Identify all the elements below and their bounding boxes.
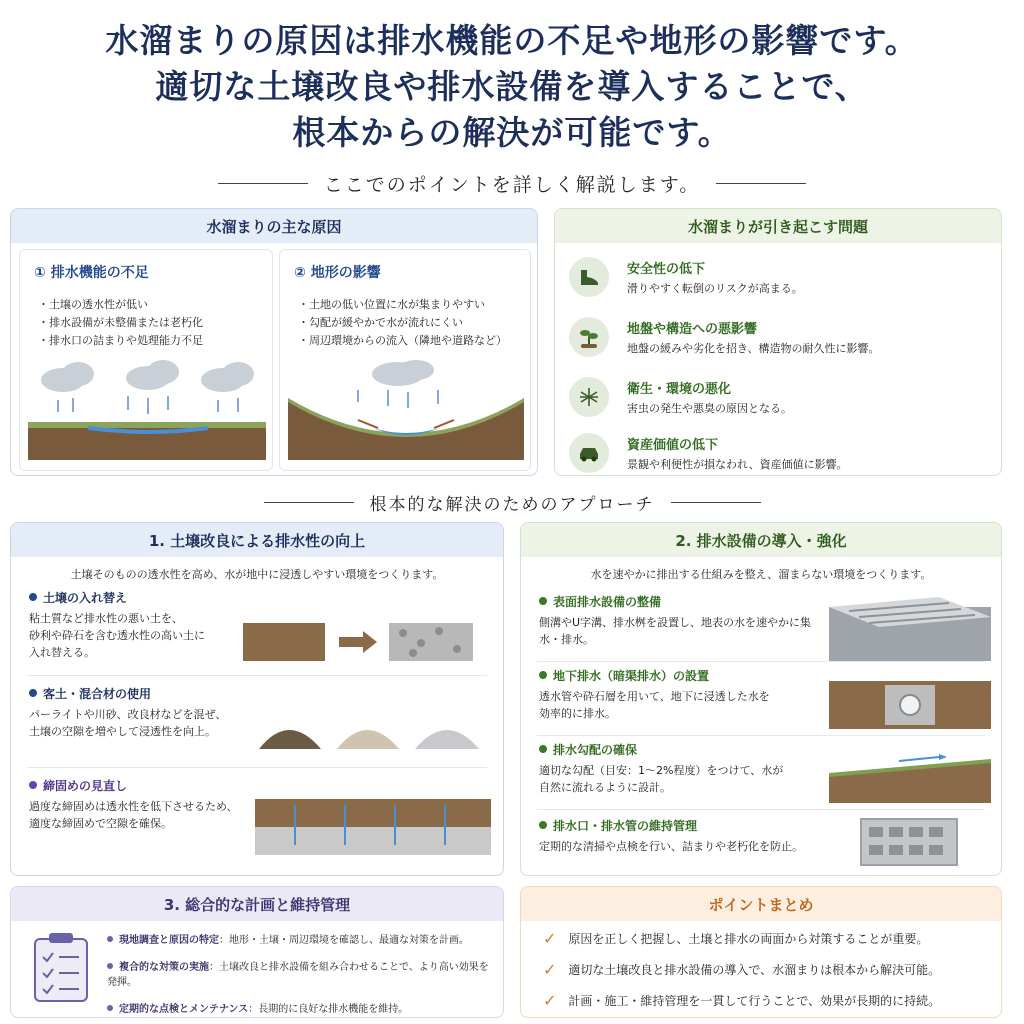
cause-card-title: ② 地形の影響 bbox=[294, 265, 381, 281]
problem-title: 資産価値の低下 bbox=[627, 438, 719, 453]
plan-row bbox=[107, 958, 495, 988]
divider-line bbox=[671, 502, 761, 503]
drain-item-title: 地下排水（暗渠排水）の設置 bbox=[553, 669, 710, 683]
drain-item-title: 排水口・排水管の維持管理 bbox=[553, 819, 698, 833]
drain-item-title: 排水勾配の確保 bbox=[553, 743, 638, 757]
shoe-icon bbox=[569, 257, 609, 297]
cause-card-drainage bbox=[19, 249, 273, 471]
causes-panel bbox=[10, 208, 538, 476]
soil-improvement-panel bbox=[10, 522, 504, 876]
cause-item: ・土壌の透水性が低い bbox=[38, 298, 148, 311]
cause-card-terrain bbox=[279, 249, 531, 471]
drain-item-underground bbox=[539, 667, 821, 722]
check-icon: ✓ bbox=[543, 991, 557, 1010]
problem-title: 安全性の低下 bbox=[627, 262, 706, 277]
drain-item-desc: 水・排水。 bbox=[539, 633, 594, 646]
mosquito-icon bbox=[569, 377, 609, 417]
drain-item-desc: 自然に流れるように設計。 bbox=[539, 781, 671, 794]
separator bbox=[27, 675, 487, 676]
problem-desc: 害虫の発生や悪臭の原因となる。 bbox=[627, 402, 792, 415]
slope-illustration bbox=[829, 753, 991, 803]
summary-item bbox=[543, 929, 993, 948]
problem-desc: 景観や利便性が損なわれ、資産価値に影響。 bbox=[627, 458, 848, 471]
summary-text: 適切な土壌改良と排水設備の導入で、水溜まりは根本から解決可能。 bbox=[568, 963, 941, 977]
separator bbox=[27, 767, 487, 768]
problems-panel bbox=[554, 208, 1002, 476]
plan-row-text: ：土壌改良と排水設備を組み合わせることで、より高い効果を発揮。 bbox=[107, 962, 489, 988]
drain-item-desc: 定期的な清掃や点検を行い、詰まりや老朽化を防止。 bbox=[539, 840, 803, 853]
bullet-icon bbox=[539, 821, 547, 829]
problem-item-safety bbox=[569, 249, 991, 305]
divider-line bbox=[264, 502, 354, 503]
plan-list bbox=[107, 931, 495, 1018]
bullet-icon bbox=[107, 936, 113, 942]
cause-item: ・排水設備が未整備または老朽化 bbox=[38, 316, 203, 329]
cause-item: ・土地の低い位置に水が集まりやすい bbox=[298, 298, 485, 311]
bullet-icon bbox=[539, 745, 547, 753]
separator bbox=[537, 809, 985, 810]
summary-panel bbox=[520, 886, 1002, 1018]
soil-item-desc: 土壌の空隙を増やして浸透性を向上。 bbox=[29, 725, 216, 738]
soil-amendments-illustration bbox=[255, 711, 485, 751]
bullet-icon bbox=[107, 963, 113, 969]
plan-row-label: 現地調査と原因の特定 bbox=[119, 935, 219, 946]
sprout-icon bbox=[569, 317, 609, 357]
subheadline bbox=[0, 170, 1024, 197]
rain-on-sloped-ground-illustration bbox=[288, 360, 524, 460]
summary-item bbox=[543, 991, 993, 1010]
summary-item bbox=[543, 960, 993, 979]
plan-panel bbox=[10, 886, 504, 1018]
summary-text: 原因を正しく把握し、土壌と排水の両面から対策することが重要。 bbox=[568, 932, 929, 946]
divider-line bbox=[218, 183, 308, 184]
compaction-illustration bbox=[255, 799, 491, 855]
summary-list bbox=[543, 929, 993, 1018]
bullet-icon bbox=[29, 593, 37, 601]
rain-on-flat-ground-illustration bbox=[28, 360, 266, 460]
problem-title: 地盤や構造への悪影響 bbox=[627, 322, 758, 337]
plan-title: 3. 総合的な計画と維持管理 bbox=[11, 887, 503, 921]
drain-item-desc: 効率的に排水。 bbox=[539, 707, 616, 720]
approach-heading bbox=[0, 490, 1024, 515]
drain-item-title: 表面排水設備の整備 bbox=[553, 595, 662, 609]
plan-row-label: 複合的な対策の実施 bbox=[119, 962, 209, 973]
drain-item-slope bbox=[539, 741, 821, 796]
soil-item-desc: 適度な締固めで空隙を確保。 bbox=[29, 817, 172, 830]
problem-item-hygiene bbox=[569, 369, 991, 425]
drain-item-desc: 側溝やU字溝、排水桝を設置し、地表の水を速やかに集 bbox=[539, 616, 812, 629]
cause-item: ・周辺環境からの流入（隣地や道路など） bbox=[298, 334, 507, 347]
problem-item-ground bbox=[569, 309, 991, 365]
clipboard-checklist-icon bbox=[31, 931, 91, 1003]
check-icon: ✓ bbox=[543, 960, 557, 979]
problem-desc: 地盤の緩みや劣化を招き、構造物の耐久性に影響。 bbox=[627, 342, 880, 355]
bullet-icon bbox=[29, 689, 37, 697]
cause-card-title: ① 排水機能の不足 bbox=[34, 265, 149, 281]
summary-title: ポイントまとめ bbox=[521, 887, 1001, 921]
soil-item-desc: 砂利や砕石を含む透水性の高い土に bbox=[29, 629, 205, 642]
bullet-icon bbox=[107, 1005, 113, 1011]
approach-title: 根本的な解決のためのアプローチ bbox=[369, 495, 655, 515]
headline-line-3: 根本からの解決が可能です。 bbox=[292, 113, 732, 152]
soil-item-title: 締固めの見直し bbox=[43, 779, 128, 793]
problem-item-asset bbox=[569, 425, 991, 476]
causes-title: 水溜まりの主な原因 bbox=[11, 209, 537, 243]
check-icon: ✓ bbox=[543, 929, 557, 948]
soil-title: 1. 土壌改良による排水性の向上 bbox=[11, 523, 503, 557]
soil-item-desc: 粘土質など排水性の悪い土を、 bbox=[29, 612, 183, 625]
underdrain-illustration bbox=[829, 681, 991, 729]
soil-item-title: 客土・混合材の使用 bbox=[43, 687, 152, 701]
headline-line-1: 水溜まりの原因は排水機能の不足や地形の影響です。 bbox=[105, 21, 919, 60]
drain-intro: 水を速やかに排出する仕組みを整え、溜まらない環境をつくります。 bbox=[590, 568, 932, 581]
drain-item-desc: 透水管や砕石層を用いて、地下に浸透した水を bbox=[539, 690, 770, 703]
bullet-icon bbox=[29, 781, 37, 789]
plan-row-text: ：長期的に良好な排水機能を維持。 bbox=[248, 1004, 409, 1015]
cause-item: ・勾配が緩やかで水が流れにくい bbox=[298, 316, 463, 329]
plan-row-label: 定期的な点検とメンテナンス bbox=[119, 1004, 249, 1015]
headline bbox=[0, 18, 1024, 156]
drain-item-desc: 適切な勾配（目安：1〜2%程度）をつけて、水が bbox=[539, 764, 784, 777]
drain-item-maintenance bbox=[539, 817, 821, 855]
separator bbox=[537, 661, 985, 662]
soil-item-title: 土壌の入れ替え bbox=[43, 591, 128, 605]
separator bbox=[537, 735, 985, 736]
soil-item-desc: 入れ替える。 bbox=[29, 646, 95, 659]
bullet-icon bbox=[539, 597, 547, 605]
car-icon bbox=[569, 433, 609, 473]
drain-item-surface bbox=[539, 593, 821, 648]
divider-line bbox=[716, 183, 806, 184]
cause-item: ・排水口の詰まりや処理能力不足 bbox=[38, 334, 203, 347]
problems-title: 水溜まりが引き起こす問題 bbox=[555, 209, 1001, 243]
headline-line-2: 適切な土壌改良や排水設備を導入することで、 bbox=[155, 67, 869, 106]
bullet-icon bbox=[539, 671, 547, 679]
soil-item-desc: 過度な締固めは透水性を低下させるため、 bbox=[29, 800, 238, 813]
subheadline-text: ここでのポイントを詳しく解説します。 bbox=[323, 174, 701, 196]
drain-grate-illustration bbox=[859, 817, 959, 867]
soil-replacement-illustration bbox=[243, 619, 475, 665]
drain-title: 2. 排水設備の導入・強化 bbox=[521, 523, 1001, 557]
u-ditch-illustration bbox=[829, 597, 991, 661]
soil-item-desc: パーライトや川砂、改良材などを混ぜ、 bbox=[29, 708, 227, 721]
problem-title: 衛生・環境の悪化 bbox=[627, 382, 732, 397]
soil-intro: 土壌そのものの透水性を高め、水が地中に浸透しやすい環境をつくります。 bbox=[70, 568, 444, 581]
plan-row-text: ：地形・土壌・周辺環境を確認し、最適な対策を計画。 bbox=[219, 935, 469, 946]
plan-row bbox=[107, 1000, 495, 1015]
drainage-panel bbox=[520, 522, 1002, 876]
problem-desc: 滑りやすく転倒のリスクが高まる。 bbox=[627, 282, 803, 295]
plan-row bbox=[107, 931, 495, 946]
summary-text: 計画・施工・維持管理を一貫して行うことで、効果が長期的に持続。 bbox=[568, 994, 941, 1008]
